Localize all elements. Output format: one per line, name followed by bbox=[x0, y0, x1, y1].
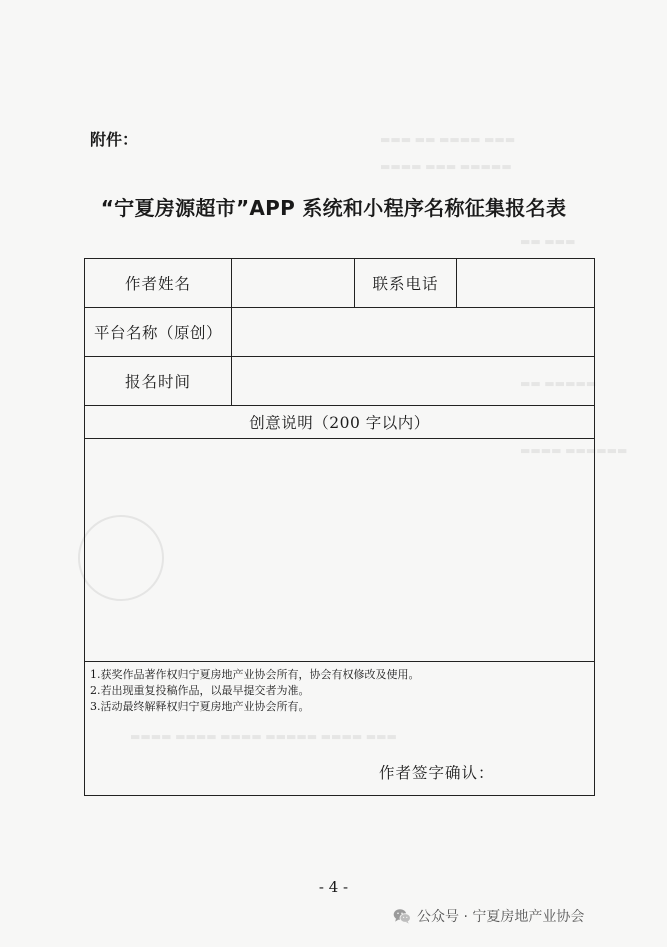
registration-time-field[interactable] bbox=[232, 357, 594, 405]
terms-note-item: 1.获奖作品著作权归宁夏房地产业协会所有，协会有权修改及使用。 bbox=[90, 668, 420, 681]
author-name-field[interactable] bbox=[232, 259, 354, 307]
author-signature-label: 作者签字确认： bbox=[379, 764, 495, 782]
document-page: ▬▬▬ ▬▬ ▬▬▬▬ ▬▬▬ ▬▬▬▬ ▬▬▬ ▬▬▬▬▬ ▬▬ ▬▬▬ ▬▬ ▬▬▬▬▬ ▬▬▬▬ ▬▬▬▬▬▬ ▬▬▬▬ ▬▬▬▬ ▬▬▬▬ ▬▬▬▬▬ ▬▬▬▬ ▬▬▬ 附件： “宁夏房源超市”APP 系统和小程序名称征集报名表 作者姓名 联系电话 平台名称（原创） 报名时间 创意说明（200 字以内） 1.获奖作品著作权归宁夏房地产业协会所有，协会有权修改及使用。 2.若出现重复投稿作品，以最早提交者为准。 3.活动最终解释权归宁夏房地产业协会所有。 作者签字确认： - 4 - 公众号 · 宁夏房地产业协会 bbox=[0, 0, 667, 947]
contact-phone-field[interactable] bbox=[457, 259, 594, 307]
contact-phone-label: 联系电话 bbox=[372, 275, 439, 293]
wechat-icon bbox=[393, 908, 411, 924]
page-number: - 4 - bbox=[318, 878, 349, 896]
terms-notes bbox=[90, 667, 420, 715]
terms-note-item: 2.若出现重复投稿作品，以最早提交者为准。 bbox=[90, 684, 310, 697]
platform-name-label: 平台名称（原创） bbox=[93, 324, 222, 342]
terms-note-item: 3.活动最终解释权归宁夏房地产业协会所有。 bbox=[90, 700, 310, 713]
registration-form-table bbox=[84, 258, 595, 796]
author-name-label: 作者姓名 bbox=[124, 275, 191, 293]
creative-description-field[interactable] bbox=[85, 439, 594, 661]
registration-time-label: 报名时间 bbox=[124, 373, 191, 391]
row-divider bbox=[85, 661, 594, 662]
platform-name-field[interactable] bbox=[232, 308, 594, 356]
attachment-label: 附件： bbox=[90, 130, 139, 149]
document-title: “宁夏房源超市”APP 系统和小程序名称征集报名表 bbox=[100, 196, 567, 220]
watermark-text: 公众号 · 宁夏房地产业协会 bbox=[417, 909, 585, 925]
watermark bbox=[393, 906, 584, 926]
creative-description-label: 创意说明（200 字以内） bbox=[249, 414, 430, 432]
